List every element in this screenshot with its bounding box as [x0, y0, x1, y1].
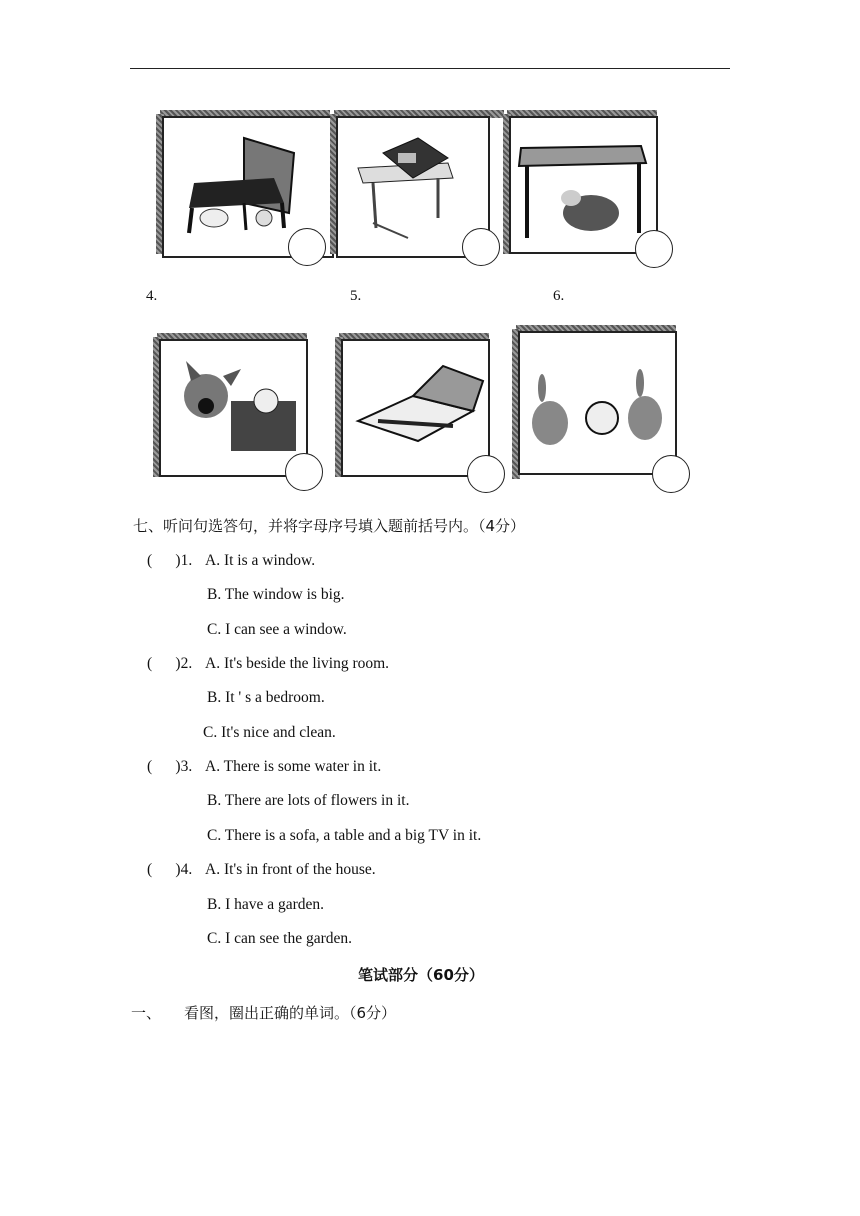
section-1-number: 一、	[131, 1004, 162, 1022]
q3-bracket[interactable]: ( )3.	[147, 758, 193, 775]
section-7-heading: 七、听问句选答句，并将字母序号填入题前括号内。（4分）	[133, 517, 526, 535]
top-rule	[130, 68, 730, 69]
q3-option-b: B. There are lots of flowers in it.	[207, 792, 410, 809]
picture-dog-under-table	[503, 110, 678, 270]
picture-book-on-desk	[330, 110, 505, 270]
picture-rabbits-and-ball	[512, 325, 692, 497]
written-part-title: 笔试部分（60分）	[358, 966, 484, 984]
picture-pencil-box	[335, 333, 510, 498]
q2-option-b: B. It ' s a bedroom.	[207, 689, 325, 706]
q1-option-c: C. I can see a window.	[207, 621, 347, 638]
answer-circle[interactable]	[635, 230, 673, 268]
picture-number-5: 5.	[350, 288, 362, 304]
answer-circle[interactable]	[652, 455, 690, 493]
q4-bracket[interactable]: ( )4.	[147, 861, 193, 878]
q4-option-b: B. I have a garden.	[207, 896, 325, 913]
q3-option-a: A. There is some water in it.	[205, 758, 382, 775]
answer-circle[interactable]	[288, 228, 326, 266]
q1-option-b: B. The window is big.	[207, 586, 345, 603]
q2-bracket[interactable]: ( )2.	[147, 655, 193, 672]
answer-circle[interactable]	[285, 453, 323, 491]
q4-option-c: C. I can see the garden.	[207, 930, 353, 947]
picture-dog-and-ball	[153, 333, 328, 498]
q1-option-a: A. It is a window.	[205, 552, 316, 569]
q1-bracket[interactable]: ( )1.	[147, 552, 193, 569]
answer-circle[interactable]	[462, 228, 500, 266]
q2-option-c: C. It's nice and clean.	[203, 724, 336, 741]
picture-number-4: 4.	[146, 288, 158, 304]
picture-chair-dog	[156, 110, 331, 270]
q4-option-a: A. It's in front of the house.	[205, 861, 376, 878]
q3-option-c: C. There is a sofa, a table and a big TV in it.	[207, 827, 482, 844]
q2-option-a: A. It's beside the living room.	[205, 655, 390, 672]
answer-circle[interactable]	[467, 455, 505, 493]
section-1-text: 看图，圈出正确的单词。（6分）	[184, 1004, 397, 1022]
picture-number-6: 6.	[553, 288, 565, 304]
